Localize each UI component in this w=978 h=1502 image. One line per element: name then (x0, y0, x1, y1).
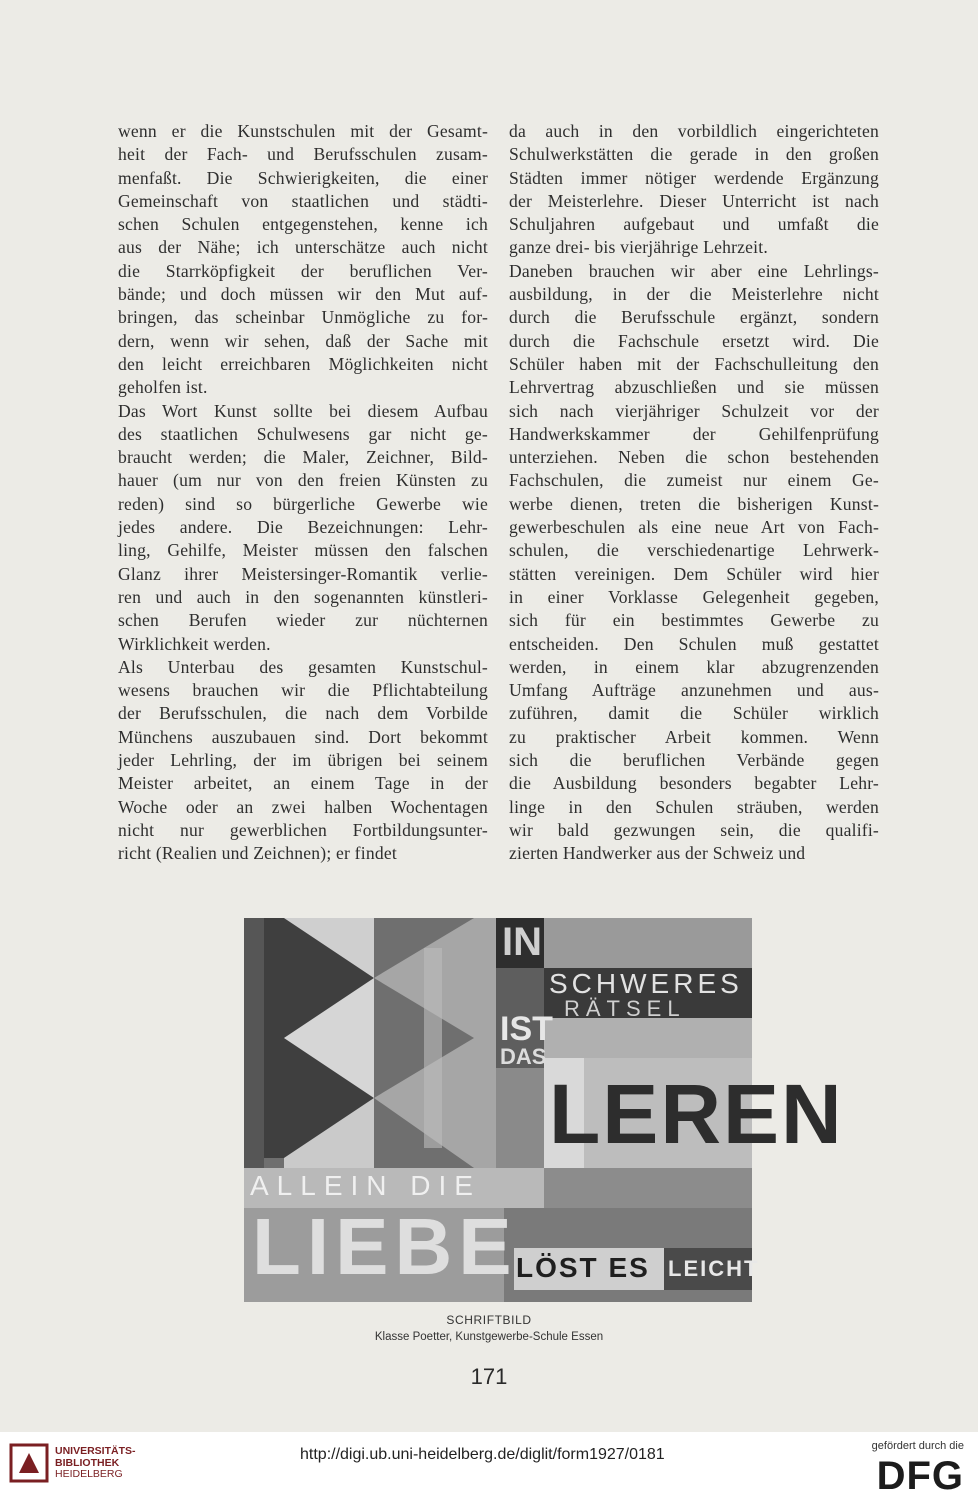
university-library-logo-icon (9, 1443, 49, 1483)
uni-name-line1: UNIVERSITÄTS- (55, 1445, 136, 1457)
figure-caption-subtitle: Klasse Poetter, Kunstgewerbe-Schule Essen (374, 1331, 604, 1343)
text-line: zu praktischer Arbeit kommen. Wenn (509, 726, 879, 747)
text-line: Lehrvertrag abzuschließen und sie müssen (509, 377, 879, 398)
artwork-word-raetsel: RÄTSEL (564, 996, 686, 1021)
text-line: des staatlichen Schulwesens gar nicht ge- (118, 423, 488, 444)
text-line: Schulwerkstätten die gerade in den großen (509, 144, 879, 165)
text-line: Handwerkskammer der Gehilfenprüfung (509, 423, 879, 444)
text-line: der Meisterlehre. Dieser Unterricht ist nach (509, 190, 879, 211)
text-line: durch die Berufsschule ergänzt, sondern (509, 307, 879, 328)
text-column-right (509, 120, 879, 866)
artwork-word-loest-es: LÖST ES (516, 1252, 650, 1283)
university-library-name (55, 1446, 136, 1481)
text-line: wenn er die Kunstschulen mit der Gesamt- (118, 121, 488, 141)
text-line: durch die Fachschule ersetzt wird. Die (509, 330, 879, 351)
library-footer (0, 1432, 978, 1502)
text-line: bände; und doch müssen wir den Mut auf- (118, 284, 488, 305)
text-line: schen Berufen wieder zur nüchternen (118, 610, 488, 631)
text-line: richt (Realien und Zeichnen); er findet (118, 843, 397, 864)
text-line: Glanz ihrer Meistersinger-Romantik verlie- (118, 563, 488, 584)
artwork-word-ist: IST (500, 1010, 553, 1048)
text-line: Umfang Aufträge anzunehmen und aus- (509, 680, 879, 701)
text-line: ganze drei- bis vierjährige Lehrzeit. (509, 237, 768, 258)
text-line: dern, wenn wir sehen, daß der Sache mit (118, 330, 488, 351)
text-line: bringen, das scheinbar Unmögliche zu for- (118, 307, 488, 328)
text-column-left (118, 120, 488, 866)
text-line: den leicht erreichbaren Möglichkeiten nicht (118, 353, 488, 374)
text-line: gewerbeschulen als eine neue Art von Fach- (509, 517, 879, 538)
text-line: werden, in einem klar abzugrenzenden (509, 656, 879, 677)
text-line: schulen, die verschiedenartige Lehrwerk- (509, 540, 879, 561)
dfg-logo: DFG (876, 1454, 964, 1498)
text-line: reden) sind so bürgerliche Gewerbe wie (118, 493, 488, 514)
text-line: werbe dienen, treten die bisherigen Kunst- (509, 493, 879, 514)
text-line: Gemeinschaft von staatlichen und städti- (118, 190, 488, 211)
text-line: ren und auch in den sogenannten künstleri- (118, 586, 488, 607)
text-line: Städten immer nötiger werdende Ergänzung (509, 167, 879, 188)
text-line: wesens brauchen wir die Pflichtabteilung (118, 680, 488, 701)
text-line: schen Schulen entgegenstehen, kenne ich (118, 214, 488, 235)
text-line: die Starrköpfigkeit der beruflichen Ver- (118, 260, 488, 281)
text-line: aus der Nähe; ich unterschätze auch nicht (118, 237, 488, 258)
uni-name-line3: HEIDELBERG (55, 1468, 123, 1480)
text-line: zierten Handwerker aus der Schweiz und (509, 843, 806, 864)
text-line: der Berufsschulen, die nach dem Vorbilde (118, 703, 488, 724)
text-line: Münchens auszubauen sind. Dort bekommt (118, 726, 488, 747)
text-line: wir bald gezwungen sein, die qualifi- (509, 819, 879, 840)
text-line: unterziehen. Neben die schon bestehenden (509, 447, 879, 468)
text-line: geholfen ist. (118, 377, 208, 398)
document-url-link[interactable]: http://digi.ub.uni-heidelberg.de/diglit/form1927/0181 (300, 1446, 665, 1463)
text-line: in einer Vorklasse Gelegenheit gegeben, (509, 586, 879, 607)
artwork-word-allein-die: ALLEIN DIE (250, 1170, 481, 1201)
text-line: linge in den Schulen sträuben, werden (509, 796, 879, 817)
text-line: entscheiden. Den Schulen muß gestattet (509, 633, 879, 654)
text-line: stätten vereinigen. Dem Schüler wird hier (509, 563, 879, 584)
text-line: heit der Fach- und Berufsschulen zusam- (118, 144, 488, 165)
artwork-word-leicht: LEICHT (668, 1256, 760, 1281)
text-line: hauer (um nur von den freien Künsten zu (118, 470, 488, 491)
artwork-word-in: IN (502, 920, 542, 964)
artwork-word-schweres: SCHWERES (549, 968, 743, 999)
artwork-word-leren: LEREN (549, 1067, 844, 1161)
text-line: sich nach vierjähriger Schulzeit vor der (509, 400, 879, 421)
text-line: Daneben brauchen wir aber eine Lehrlings- (509, 260, 879, 281)
text-line: nicht nur gewerblichen Fortbildungsunter- (118, 819, 488, 840)
text-line: ausbildung, in der die Meisterlehre nicht (509, 284, 879, 305)
text-line: Das Wort Kunst sollte bei diesem Aufbau (118, 400, 488, 421)
text-line: ling, Gehilfe, Meister müssen den falschen (118, 540, 488, 561)
text-line: jedes andere. Die Bezeichnungen: Lehr- (118, 517, 488, 538)
text-line: menfaßt. Die Schwierigkeiten, die einer (118, 167, 488, 188)
text-line: jeder Lehrling, der im übrigen bei seinem (118, 750, 488, 771)
text-line: Fachschulen, die zumeist nur einem Ge- (509, 470, 879, 491)
text-line: sich die beruflichen Verbände gegen (509, 750, 879, 771)
text-line: zuführen, damit die Schüler wirklich (509, 703, 879, 724)
text-line: sich für ein bestimmtes Gewerbe zu (509, 610, 879, 631)
text-line: Woche oder an zwei halben Wochentagen (118, 796, 488, 817)
schriftbild-artwork (244, 918, 844, 1302)
text-line: Wirklichkeit werden. (118, 633, 271, 654)
figure-caption-title: SCHRIFTBILD (446, 1313, 532, 1327)
text-line: Meister arbeitet, an einem Tage in der (118, 773, 488, 794)
text-line: da auch in den vorbildlich eingerichteten (509, 121, 879, 141)
artwork-word-das: DAS (500, 1044, 547, 1069)
text-line: braucht werden; die Maler, Zeichner, Bild- (118, 447, 488, 468)
text-line: Schüler haben mit der Fachschulleitung den (509, 353, 879, 374)
text-line: die Ausbildung besonders begabter Lehr- (509, 773, 879, 794)
funded-by-label: gefördert durch die (871, 1440, 964, 1452)
page-number: 171 (470, 1364, 508, 1389)
text-line: Als Unterbau des gesamten Kunstschul- (118, 656, 488, 677)
artwork-word-liebe: LIEBE (252, 1202, 518, 1291)
uni-name-line2: BIBLIOTHEK (55, 1456, 120, 1469)
text-line: Schuljahren aufgebaut und umfaßt die (509, 214, 879, 235)
